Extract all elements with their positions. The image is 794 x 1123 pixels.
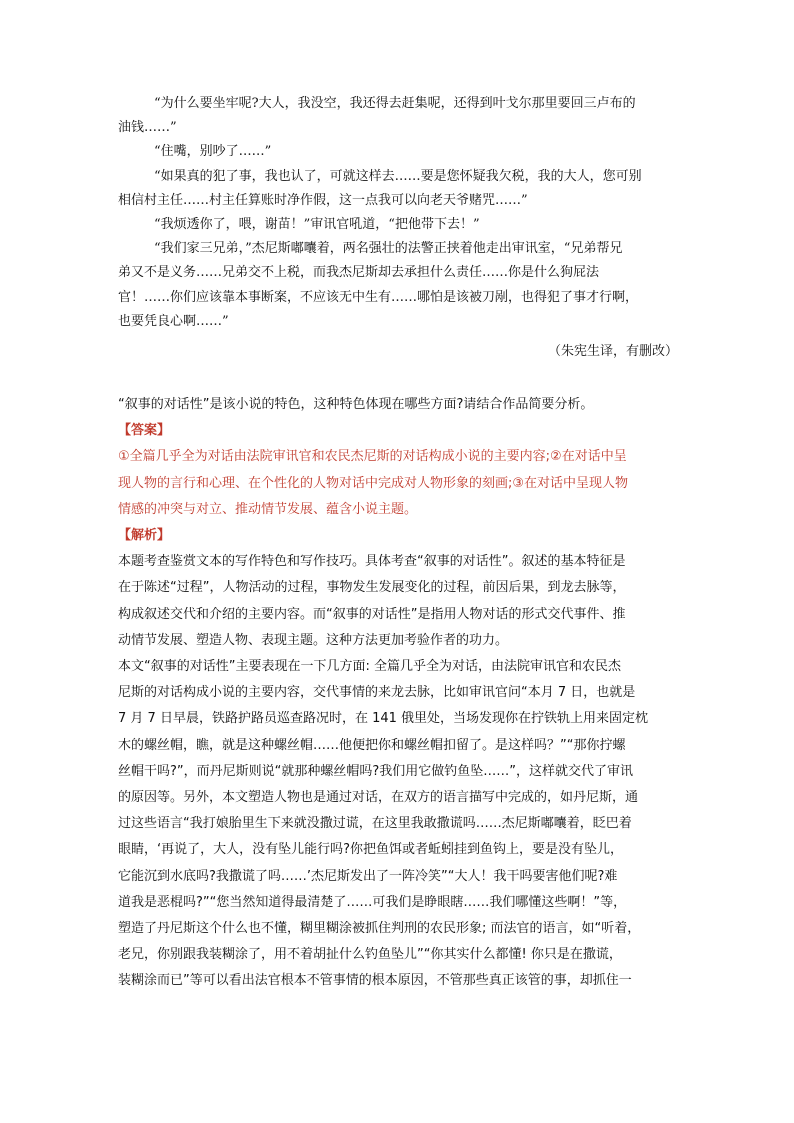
answer-line: ①全篇几乎全为对话由法院审讯官和农民杰尼斯的对话构成小说的主要内容;②在对话中呈 (118, 449, 627, 465)
analysis-line: 本题考查鉴赏文本的写作特色和写作技巧。具体考查“叙事的对话性”。叙述的基本特征是 (118, 554, 626, 570)
analysis-line: 7 月 7 日早晨，铁路护路员巡查路况时，在 141 俄里处，当场发现你在拧铁轨上用来固定枕 (118, 711, 649, 727)
story-line: “如果真的犯了事，我也认了，可就这样去……要是您怀疑我欠税，我的大人，您可别 (154, 168, 642, 184)
analysis-heading: 【解析】 (118, 528, 171, 544)
story-line: 油钱……” (118, 120, 177, 136)
analysis-line: 塑造了丹尼斯这个什么也不懂，糊里糊涂被抓住判刑的农民形象; 而法官的语言，如“听着， (118, 921, 641, 937)
story-line: “为什么要坐牢呢?大人，我没空，我还得去赶集呢，还得到叶戈尔那里要回三卢布的 (154, 96, 636, 111)
analysis-line: 构成叙述交代和介绍的主要内容。而“叙事的对话性”是指用人物对话的形式交代事件、推 (118, 606, 626, 622)
story-line: 相信村主任……村主任算账时净作假，这一点我可以向老天爷赌咒……” (118, 192, 528, 208)
answer-heading: 【答案】 (118, 423, 171, 439)
answer-line: 情感的冲突与对立、推动情节发展、蕴含小说主题。 (118, 501, 418, 517)
story-line: 官！……你们应该靠本事断案，不应该无中生有……哪怕是该被刀剐，也得犯了事才行啊， (118, 289, 639, 305)
analysis-line: 的原因等。另外，本文塑造人物也是通过对话，在双方的语言描写中完成的，如丹尼斯，通 (118, 790, 639, 806)
story-excerpt (118, 92, 678, 364)
story-line: “住嘴，别吵了……” (154, 144, 272, 160)
analysis-line: 本文“叙事的对话性”主要表现在一下几方面: 全篇几乎全为对话，由法院审讯官和农民杰 (118, 659, 621, 675)
analysis-line: 在于陈述“过程”，人物活动的过程，事物发生发展变化的过程，前因后果，到龙去脉等， (118, 580, 626, 596)
analysis-line: 尼斯的对话构成小说的主要内容，交代事情的来龙去脉，比如审讯官问“本月 7 日，也就是 (118, 685, 636, 701)
analysis-line: 丝帽干吗?”，而丹尼斯则说“就那种螺丝帽吗?我们用它做钓鱼坠……”，这样就交代了审讯 (118, 763, 634, 779)
story-line: “我们家三兄弟，”杰尼斯嘟囔着，两名强壮的法警正挟着他走出审讯室，“兄弟帮兄 (154, 241, 623, 257)
analysis-line: 它能沉到水底吗?我撒谎了吗……’杰尼斯发出了一阵冷笑”“大人！我干吗要害他们呢?难 (118, 868, 618, 884)
answer-line: 现人物的言行和心理、在个性化的人物对话中完成对人物形象的刻画;③在对话中呈现人物 (118, 475, 629, 491)
question-block (118, 392, 678, 995)
story-attribution: （朱宪生译，有删改） (547, 344, 678, 360)
analysis-line: 装糊涂而已”等可以看出法官根本不管事情的根本原因，不管那些真正该管的事，却抓住一 (118, 973, 632, 989)
question-text: “叙事的对话性”是该小说的特色，这种特色体现在哪些方面?请结合作品简要分析。 (118, 397, 594, 412)
analysis-line: 动情节发展、塑造人物、表现主题。这种方法更加考验作者的功力。 (118, 632, 509, 648)
analysis-line: 过这些语言“我打娘胎里生下来就没撒过谎，在这里我敢撒谎吗……杰尼斯嘟囔着，眨巴着 (118, 816, 632, 832)
analysis-line: 木的螺丝帽，瞧，就是这种螺丝帽……他便把你和螺丝帽扣留了。是这样吗？”“那你拧螺 (118, 737, 626, 753)
story-line: 弟又不是义务……兄弟交不上税，而我杰尼斯却去承担什么责任……你是什么狗屁法 (118, 265, 600, 281)
analysis-line: 道我是恶棍吗?”“您当然知道得最清楚了……可我们是睁眼瞎……我们哪懂这些啊！”等， (118, 894, 627, 910)
analysis-line: 老兄，你别跟我装糊涂了，用不着胡扯什么钓鱼坠儿”“你其实什么都懂! 你只是在撒谎， (118, 947, 622, 963)
story-line: 也要凭良心啊……” (118, 313, 229, 329)
story-line: “我烦透你了，喂，谢苗！”审讯官吼道，“把他带下去！” (154, 217, 480, 233)
analysis-line: 眼睛，‘再说了，大人，没有坠儿能行吗?你把鱼饵或者蚯蚓挂到鱼钩上，要是没有坠儿， (118, 842, 624, 858)
